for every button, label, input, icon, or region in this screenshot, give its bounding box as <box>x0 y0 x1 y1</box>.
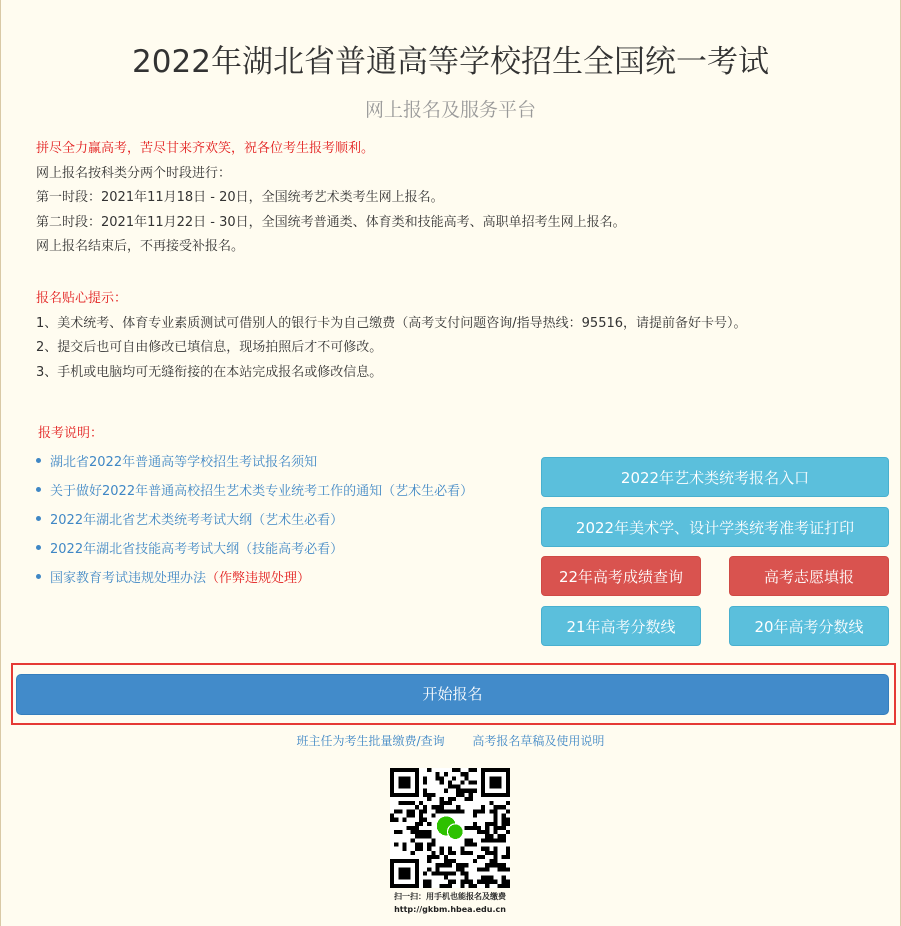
tips-heading: 报名贴心提示： <box>36 291 128 306</box>
list-item <box>36 479 473 508</box>
score-query-button[interactable]: 22年高考成绩查询 <box>541 556 701 596</box>
bullet-icon <box>36 545 41 550</box>
qr-caption-text: 扫一扫：用手机也能报名及缴费 <box>394 892 506 901</box>
list-item <box>36 450 473 479</box>
tip-item: 1、美术统考、体育专业素质测试可借别人的银行卡为自己缴费（高考支付问题咨询/指导热线：95516，请提前备好卡号）。 <box>36 315 747 331</box>
page-left-border <box>0 0 1 926</box>
registration-tips <box>36 287 876 385</box>
bullet-icon <box>36 574 41 579</box>
link-skill-exam-syllabus[interactable]: 2022年湖北省技能高考考试大纲（技能高考必看） <box>50 542 344 557</box>
list-item <box>36 566 473 595</box>
draft-guide-link[interactable]: 高考报名草稿及使用说明 <box>472 734 605 748</box>
link-art-exam-notice[interactable]: 关于做好2022年普通高校招生艺术类专业统考工作的通知（艺术生必看） <box>50 484 474 499</box>
list-item <box>36 537 473 566</box>
page-subtitle: 网上报名及服务平台 <box>364 99 536 121</box>
score-line-21-button[interactable]: 21年高考分数线 <box>541 606 701 646</box>
link-violation-rules[interactable]: 国家教育考试违规处理办法 <box>50 571 207 586</box>
exam-info-links <box>36 450 473 595</box>
art-registration-button[interactable]: 2022年艺术类统考报名入口 <box>541 457 889 497</box>
volunteer-fill-button[interactable]: 高考志愿填报 <box>729 556 889 596</box>
qr-caption <box>340 890 560 916</box>
footer-links <box>0 732 901 749</box>
notice-line: 网上报名按科类分两个时段进行： <box>36 165 232 181</box>
notice-line: 网上报名结束后，不再接受补报名。 <box>36 239 245 254</box>
notice-line: 第二时段：2021年11月22日 - 30日，全国统考普通类、体育类和技能高考、高职单招考生网上报名。 <box>36 214 626 230</box>
bullet-icon <box>36 487 41 492</box>
qr-code-image <box>390 768 510 888</box>
bullet-icon <box>36 458 41 463</box>
link-registration-guide[interactable]: 湖北省2022年普通高等学校招生考试报名须知 <box>50 455 318 470</box>
page-title: 2022年湖北省普通高等学校招生全国统一考试 <box>132 44 769 80</box>
slogan-text: 拼尽全力赢高考，苦尽甘来齐欢笑，祝各位考生报考顺利。 <box>36 141 375 156</box>
tip-item: 2、提交后也可自由修改已填信息，现场拍照后才不可修改。 <box>36 340 383 355</box>
list-item <box>36 508 473 537</box>
registration-notice <box>36 137 876 260</box>
score-line-20-button[interactable]: 20年高考分数线 <box>729 606 889 646</box>
notice-line: 第一时段：2021年11月18日 - 20日，全国统考艺术类考生网上报名。 <box>36 190 444 205</box>
start-registration-button[interactable]: 开始报名 <box>16 674 889 715</box>
qr-url-text: http://gkbm.hbea.edu.cn <box>394 905 506 914</box>
bullet-icon <box>36 516 41 521</box>
admit-card-print-button[interactable]: 2022年美术学、设计学类统考准考证打印 <box>541 507 889 547</box>
tip-item: 3、手机或电脑均可无缝衔接的在本站完成报名或修改信息。 <box>36 364 383 380</box>
batch-payment-link[interactable]: 班主任为考生批量缴费/查询 <box>296 734 445 748</box>
violation-note: （作弊违规处理） <box>206 571 311 586</box>
link-art-exam-syllabus[interactable]: 2022年湖北省艺术类统考考试大纲（艺术生必看） <box>50 513 344 528</box>
exam-info-heading: 报考说明： <box>38 426 104 441</box>
